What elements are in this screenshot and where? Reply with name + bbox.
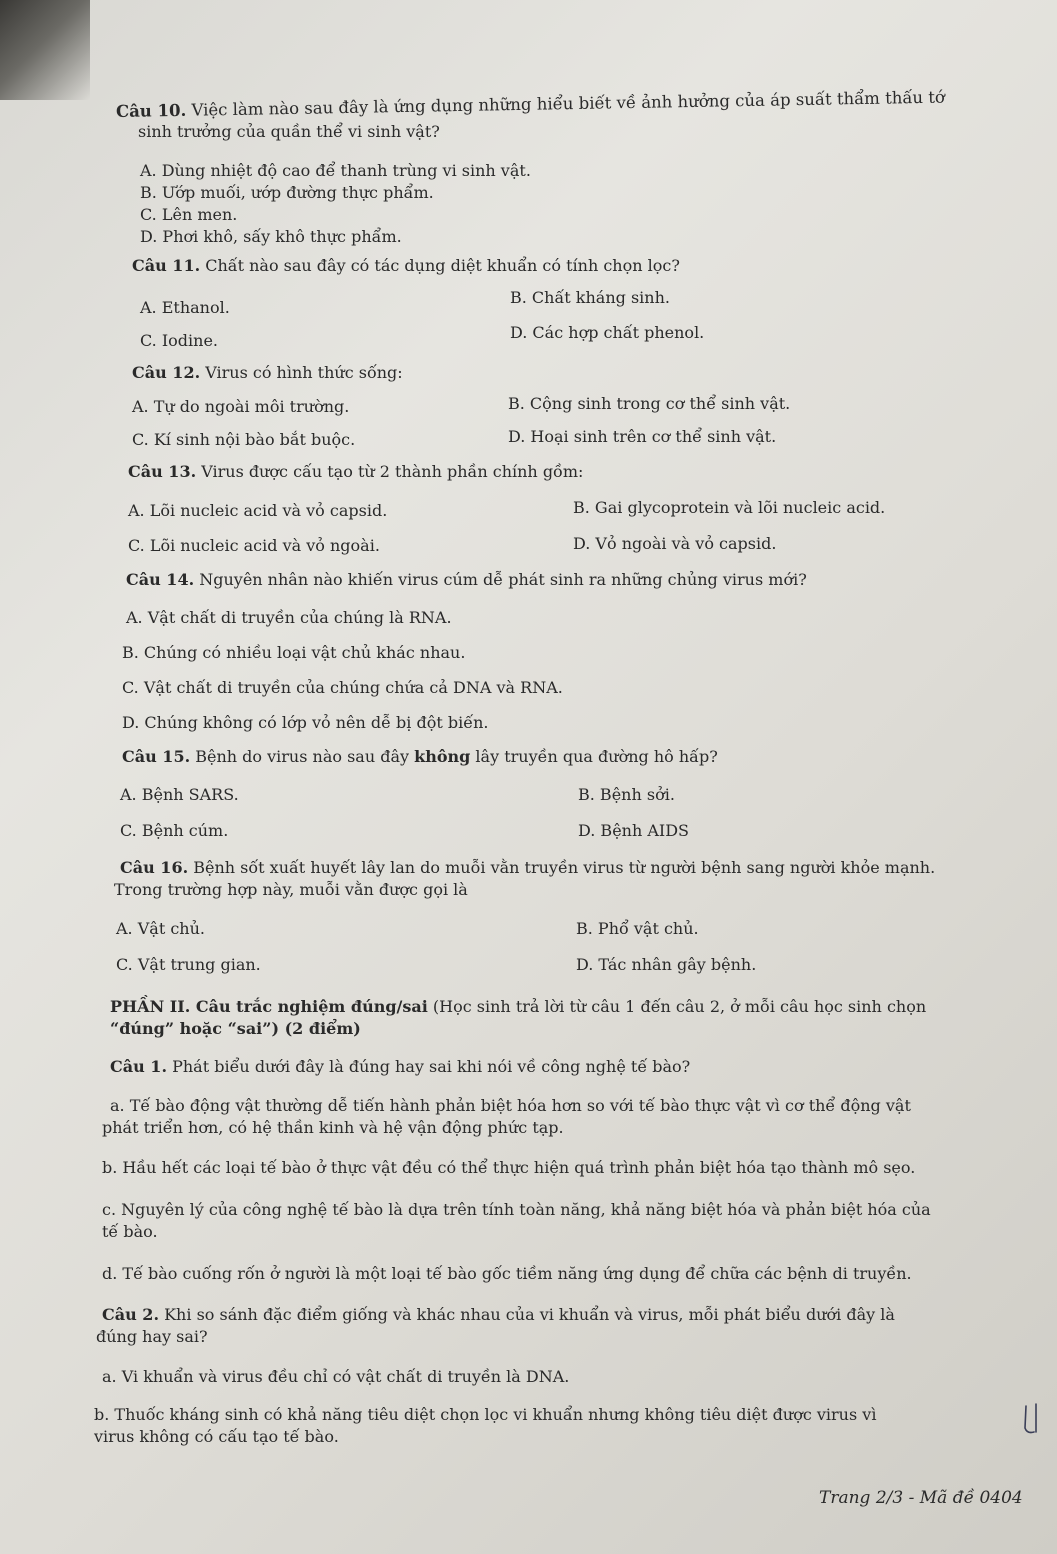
q12-stem: Câu 12. Virus có hình thức sống:	[132, 363, 403, 382]
q14-option-c: C. Vật chất di truyền của chúng chứa cả DNA và RNA.	[122, 678, 563, 697]
q14-option-a: A. Vật chất di truyền của chúng là RNA.	[126, 608, 452, 627]
q16-stem: Câu 16. Bệnh sốt xuất huyết lây lan do muỗi vằn truyền virus từ người bệnh sang người khỏe mạnh.	[120, 858, 936, 877]
q11-option-b: B. Chất kháng sinh.	[510, 288, 670, 307]
page-footer: Trang 2/3 - Mã đề 0404	[819, 1488, 1023, 1508]
q13-option-b: B. Gai glycoprotein và lõi nucleic acid.	[573, 498, 886, 517]
q11-option-a: A. Ethanol.	[140, 298, 230, 317]
q15-option-a: A. Bệnh SARS.	[120, 785, 239, 804]
p2q1-statement-a: a. Tế bào động vật thường dễ tiến hành phản biệt hóa hơn so với tế bào thực vật vì cơ thể động vật	[110, 1096, 911, 1115]
p2q1-statement-b: b. Hầu hết các loại tế bào ở thực vật đều có thể thực hiện quá trình phản biệt hóa tạo thành mô sẹo.	[102, 1158, 916, 1177]
q12-option-c: C. Kí sinh nội bào bắt buộc.	[132, 430, 356, 449]
q12-option-d: D. Hoại sinh trên cơ thể sinh vật.	[508, 427, 777, 446]
q16-option-d: D. Tác nhân gây bệnh.	[576, 955, 757, 974]
part2-heading: PHẦN II. Câu trắc nghiệm đúng/sai (Học sinh trả lời từ câu 1 đến câu 2, ở mỗi câu học sinh chọn	[110, 997, 927, 1016]
q16-stem-2: Trong trường hợp này, muỗi vằn được gọi là	[114, 880, 468, 899]
q15-stem: Câu 15. Bệnh do virus nào sau đây không lây truyền qua đường hô hấp?	[122, 747, 718, 766]
q16-option-a: A. Vật chủ.	[116, 919, 205, 938]
handwritten-mark-icon	[1022, 1402, 1042, 1436]
part2-heading-2: “đúng” hoặc “sai”) (2 điểm)	[110, 1019, 361, 1038]
q15-option-c: C. Bệnh cúm.	[120, 821, 229, 840]
q15-option-b: B. Bệnh sởi.	[578, 785, 675, 804]
exam-page	[70, 40, 1057, 1554]
q10-stem: Câu 10. Việc làm nào sau đây là ứng dụng những hiểu biết về ảnh hưởng của áp suất thẩm thấu tớ	[115, 87, 946, 121]
p2q2-stem-2: đúng hay sai?	[96, 1327, 208, 1346]
p2q1-statement-d: d. Tế bào cuống rốn ở người là một loại tế bào gốc tiềm năng ứng dụng để chữa các bệnh di truyền.	[102, 1264, 912, 1283]
p2q1-stem: Câu 1. Phát biểu dưới đây là đúng hay sai khi nói về công nghệ tế bào?	[110, 1057, 691, 1076]
q11-stem: Câu 11. Chất nào sau đây có tác dụng diệt khuẩn có tính chọn lọc?	[132, 256, 680, 275]
p2q1-statement-c: c. Nguyên lý của công nghệ tế bào là dựa trên tính toàn năng, khả năng biệt hóa và phản biệt hóa của	[102, 1200, 931, 1219]
p2q2-statement-a: a. Vi khuẩn và virus đều chỉ có vật chất di truyền là DNA.	[102, 1367, 570, 1386]
q16-option-c: C. Vật trung gian.	[116, 955, 261, 974]
q13-option-d: D. Vỏ ngoài và vỏ capsid.	[573, 534, 777, 553]
p2q1-statement-c-2: tế bào.	[102, 1222, 158, 1241]
q12-option-a: A. Tự do ngoài môi trường.	[132, 397, 350, 416]
q10-label: Câu 10.	[115, 100, 187, 121]
q14-option-b: B. Chúng có nhiều loại vật chủ khác nhau.	[122, 643, 466, 662]
q10-stem-2: sinh trưởng của quần thể vi sinh vật?	[138, 122, 440, 141]
q10-option-b: B. Ướp muối, ướp đường thực phẩm.	[140, 183, 434, 202]
q13-option-a: A. Lõi nucleic acid và vỏ capsid.	[128, 501, 388, 520]
q10-option-a: A. Dùng nhiệt độ cao để thanh trùng vi sinh vật.	[140, 161, 531, 180]
q12-option-b: B. Cộng sinh trong cơ thể sinh vật.	[508, 394, 791, 413]
q11-option-d: D. Các hợp chất phenol.	[510, 323, 705, 342]
p2q2-stem: Câu 2. Khi so sánh đặc điểm giống và khác nhau của vi khuẩn và virus, mỗi phát biểu dưới đây là	[102, 1305, 895, 1324]
p2q2-statement-b: b. Thuốc kháng sinh có khả năng tiêu diệt chọn lọc vi khuẩn nhưng không tiêu diệt được virus vì	[94, 1405, 877, 1424]
p2q2-statement-b-2: virus không có cấu tạo tế bào.	[94, 1427, 339, 1446]
q16-option-b: B. Phổ vật chủ.	[576, 919, 699, 938]
q14-stem: Câu 14. Nguyên nhân nào khiến virus cúm dễ phát sinh ra những chủng virus mới?	[126, 570, 807, 589]
p2q1-statement-a-2: phát triển hơn, có hệ thần kinh và hệ vận động phức tạp.	[102, 1118, 564, 1137]
q13-option-c: C. Lõi nucleic acid và vỏ ngoài.	[128, 536, 380, 555]
q10-option-c: C. Lên men.	[140, 205, 238, 224]
q13-stem: Câu 13. Virus được cấu tạo từ 2 thành phần chính gồm:	[128, 462, 584, 481]
q14-option-d: D. Chúng không có lớp vỏ nên dễ bị đột biến.	[122, 713, 489, 732]
q15-option-d: D. Bệnh AIDS	[578, 821, 690, 840]
q10-option-d: D. Phơi khô, sấy khô thực phẩm.	[140, 227, 402, 246]
q11-option-c: C. Iodine.	[140, 331, 219, 350]
